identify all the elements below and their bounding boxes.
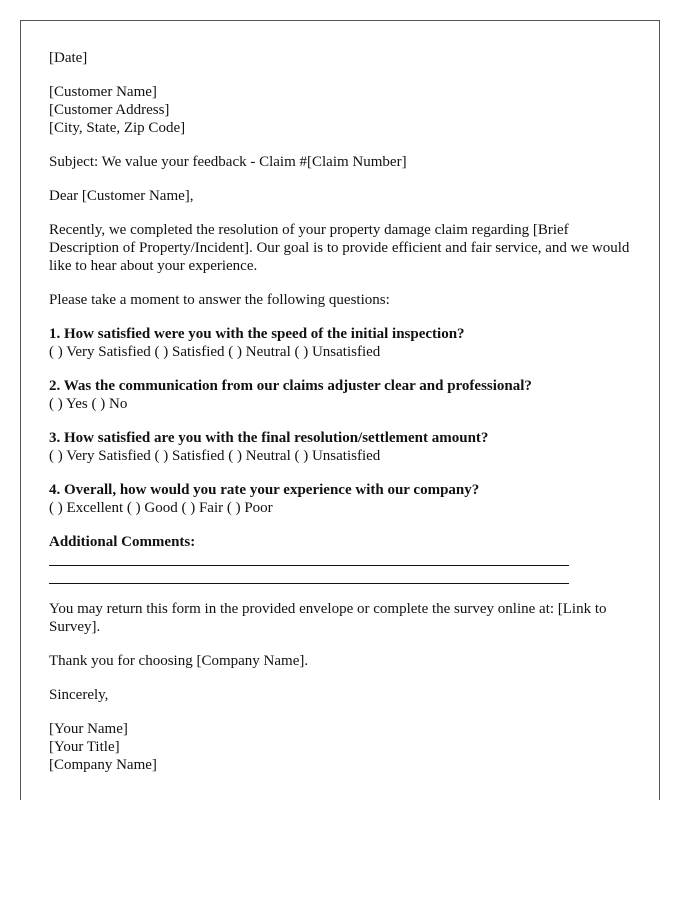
question-4 — [49, 481, 635, 517]
recipient-address — [49, 83, 635, 137]
question-1 — [49, 325, 635, 361]
date-block — [49, 49, 635, 67]
signature-block — [49, 720, 635, 774]
question-title: 4. Overall, how would you rate your experience with our company? — [49, 482, 480, 498]
comment-line-1 — [49, 565, 569, 566]
customer-name-line: [Customer Name] — [49, 84, 157, 100]
city-state-zip-line: [City, State, Zip Code] — [49, 120, 186, 136]
question-title: 2. Was the communication from our claims adjuster clear and professional? — [49, 378, 532, 394]
return-note: You may return this form in the provided envelope or complete the survey online at: [Link to Survey]. — [49, 601, 607, 635]
question-options: ( ) Very Satisfied ( ) Satisfied ( ) Neutral ( ) Unsatisfied — [49, 448, 381, 464]
comments-section — [49, 533, 635, 584]
question-options: ( ) Yes ( ) No — [49, 396, 128, 412]
thanks-line: Thank you for choosing [Company Name]. — [49, 653, 309, 669]
questions-prompt: Please take a moment to answer the following questions: — [49, 292, 390, 308]
date-line: [Date] — [49, 50, 88, 66]
comments-label: Additional Comments: — [49, 534, 196, 550]
question-options: ( ) Excellent ( ) Good ( ) Fair ( ) Poor — [49, 500, 273, 516]
intro-paragraph: Recently, we completed the resolution of your property damage claim regarding [Brief Description of Property/Incident]. Our goal is to provide efficient and fair service, and we would like to hear about your experience. — [49, 222, 630, 274]
question-title: 1. How satisfied were you with the speed of the initial inspection? — [49, 326, 465, 342]
question-3 — [49, 429, 635, 465]
signature-name: [Your Name] — [49, 721, 128, 737]
signature-company: [Company Name] — [49, 757, 157, 773]
question-2 — [49, 377, 635, 413]
comment-line-2 — [49, 583, 569, 584]
salutation: Dear [Customer Name], — [49, 188, 194, 204]
letter-content — [49, 49, 635, 790]
signature-title: [Your Title] — [49, 739, 120, 755]
letter-page — [20, 20, 660, 800]
question-options: ( ) Very Satisfied ( ) Satisfied ( ) Neutral ( ) Unsatisfied — [49, 344, 381, 360]
closing: Sincerely, — [49, 687, 109, 703]
customer-address-line: [Customer Address] — [49, 102, 170, 118]
subject-line: Subject: We value your feedback - Claim #[Claim Number] — [49, 154, 407, 170]
question-title: 3. How satisfied are you with the final resolution/settlement amount? — [49, 430, 489, 446]
